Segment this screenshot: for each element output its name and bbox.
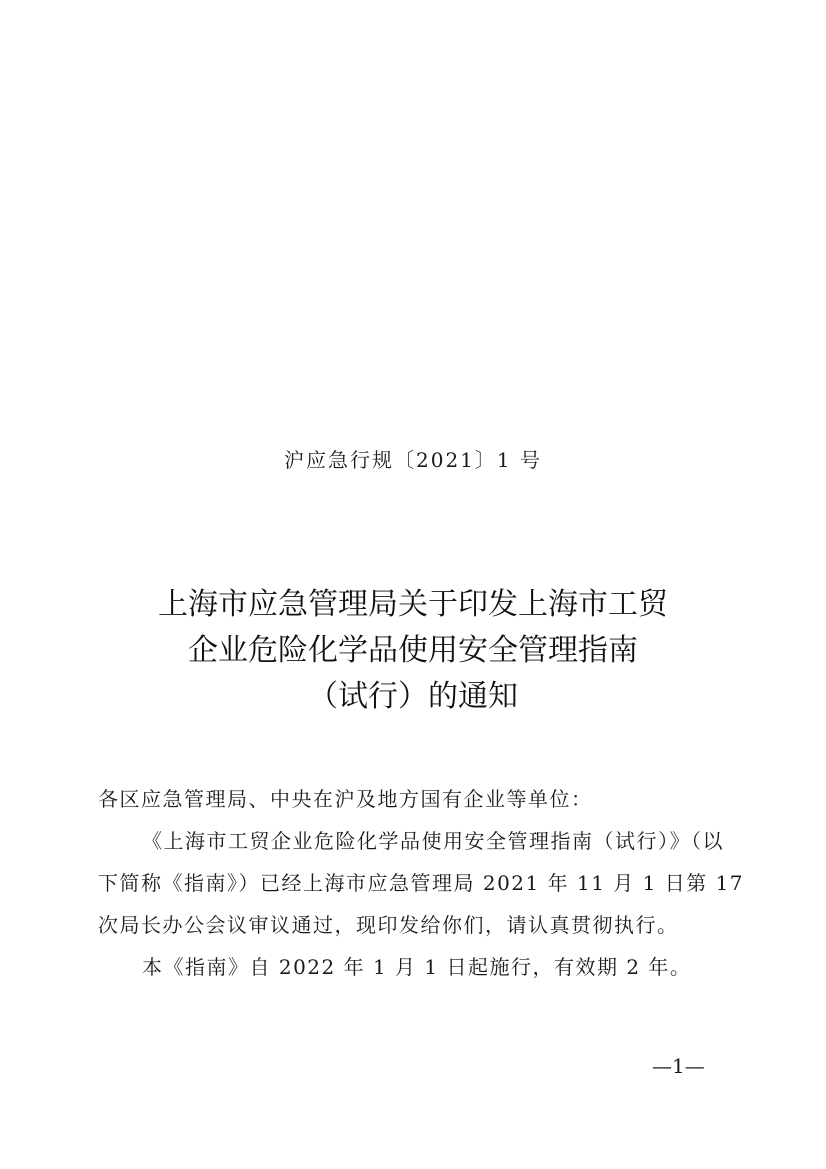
body-line-2: 下简称《指南》）已经上海市应急管理局 2021 年 11 月 1 日第 17	[98, 871, 745, 895]
title-line-3: （试行）的通知	[308, 679, 518, 714]
document-title	[0, 582, 826, 720]
effective-date-line: 本《指南》自 2022 年 1 月 1 日起施行，有效期 2 年。	[142, 955, 692, 979]
title-line-1: 上海市应急管理局关于印发上海市工贸	[158, 587, 668, 622]
salutation: 各区应急管理局、中央在沪及地方国有企业等单位：	[98, 787, 593, 811]
body-line-1: 《上海市工贸企业危险化学品使用安全管理指南（试行）》（以	[142, 829, 724, 853]
document-body	[98, 778, 745, 988]
title-line-2: 企业危险化学品使用安全管理指南	[188, 633, 638, 668]
page-number: —1—	[652, 1054, 705, 1078]
document-number: 沪应急行规〔2021〕1 号	[284, 448, 542, 472]
body-line-3: 次局长办公会议审议通过，现印发给你们，请认真贯彻执行。	[98, 913, 679, 937]
